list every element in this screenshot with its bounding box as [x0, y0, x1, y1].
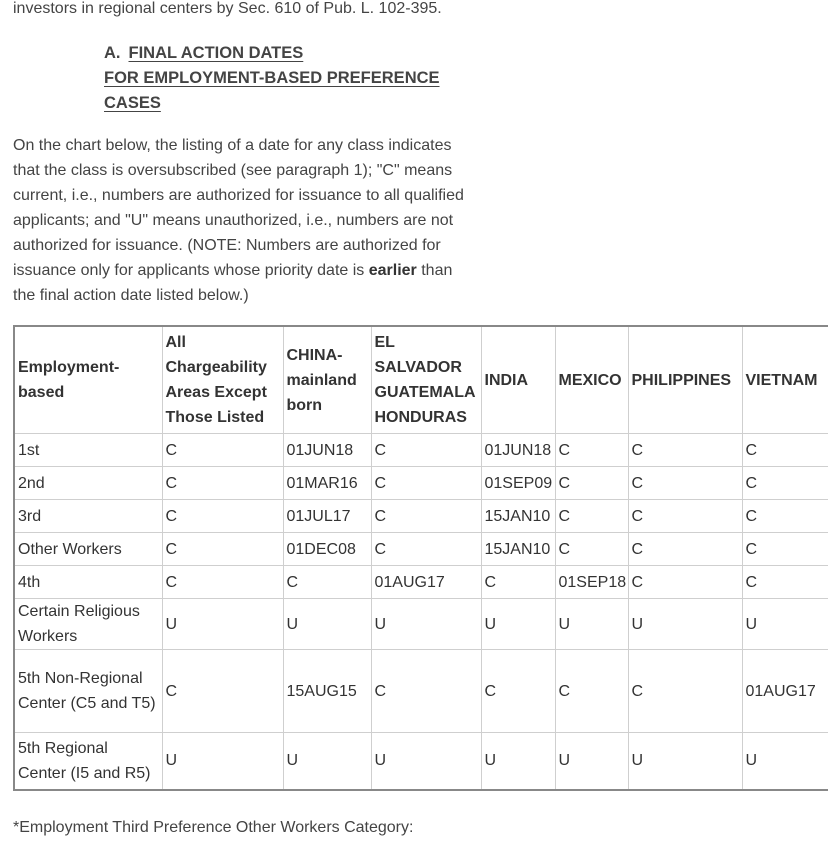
table-cell: U: [371, 733, 481, 790]
row-label: 4th: [14, 566, 162, 599]
section-title-line2: FOR EMPLOYMENT-BASED PREFERENCE: [104, 69, 440, 87]
paragraph-bold-word: earlier: [368, 262, 417, 279]
section-heading: [104, 41, 444, 116]
table-cell: C: [742, 434, 828, 467]
table-cell: C: [371, 650, 481, 733]
table-body: [14, 434, 828, 790]
row-label: 5th Non-Regional Center (C5 and T5): [14, 650, 162, 733]
table-cell: C: [628, 566, 742, 599]
table-cell: C: [481, 566, 555, 599]
table-cell: C: [742, 500, 828, 533]
row-label: 1st: [14, 434, 162, 467]
table-cell: U: [283, 599, 371, 650]
table-cell: C: [628, 533, 742, 566]
table-row: [14, 500, 828, 533]
table-cell: C: [742, 566, 828, 599]
table-cell: C: [555, 500, 628, 533]
row-label: 2nd: [14, 467, 162, 500]
header-row: [14, 326, 828, 434]
column-header-6: PHILIPPINES: [628, 326, 742, 434]
table-cell: U: [162, 733, 283, 790]
table-cell: C: [162, 533, 283, 566]
explanation-paragraph: [13, 133, 469, 308]
table-cell: 01SEP18: [555, 566, 628, 599]
table-cell: C: [742, 533, 828, 566]
table-cell: U: [742, 733, 828, 790]
paragraph-text-after: than the final action date listed below.): [13, 262, 453, 304]
table-cell: U: [555, 599, 628, 650]
table-cell: C: [283, 566, 371, 599]
table-cell: 01SEP09: [481, 467, 555, 500]
table-cell: C: [555, 434, 628, 467]
table-cell: 15JAN10: [481, 533, 555, 566]
table-cell: C: [371, 500, 481, 533]
table-cell: U: [555, 733, 628, 790]
table-cell: U: [481, 733, 555, 790]
column-header-1: All Chargeability Areas Except Those Listed: [162, 326, 283, 434]
column-header-0: Employment-based: [14, 326, 162, 434]
table-cell: C: [481, 650, 555, 733]
section-heading-line1: [104, 41, 444, 66]
table-cell: 15JAN10: [481, 500, 555, 533]
table-cell: C: [742, 467, 828, 500]
table-cell: C: [371, 533, 481, 566]
column-header-5: MEXICO: [555, 326, 628, 434]
table-cell: C: [555, 533, 628, 566]
table-cell: 01AUG17: [371, 566, 481, 599]
table-cell: C: [555, 467, 628, 500]
table-row: [14, 467, 828, 500]
table-cell: C: [555, 650, 628, 733]
column-header-4: INDIA: [481, 326, 555, 434]
table-row: [14, 599, 828, 650]
table-row: [14, 434, 828, 467]
table-cell: 01JUL17: [283, 500, 371, 533]
table-cell: U: [628, 733, 742, 790]
table-cell: C: [162, 500, 283, 533]
table-cell: 01MAR16: [283, 467, 371, 500]
row-label: Other Workers: [14, 533, 162, 566]
table-cell: C: [628, 467, 742, 500]
table-cell: 01DEC08: [283, 533, 371, 566]
table-cell: C: [162, 467, 283, 500]
paragraph-text-before: On the chart below, the listing of a date for any class indicates that the class is oversubscribed (see paragraph 1); "C" means current, i.e., numbers are authorized for issuance to all qualified applicants; and "U" means unauthorized, i.e., numbers are not authorized for issuance. (NOTE: Numbers are authorized for issuance only for applicants whose priority date is: [13, 137, 464, 279]
table-cell: U: [742, 599, 828, 650]
table-cell: C: [371, 434, 481, 467]
table-row: [14, 733, 828, 790]
final-action-dates-table: [13, 325, 828, 791]
table-row: [14, 566, 828, 599]
row-label: 5th Regional Center (I5 and R5): [14, 733, 162, 790]
table-cell: C: [162, 434, 283, 467]
table-cell: C: [628, 650, 742, 733]
table-cell: U: [481, 599, 555, 650]
section-title-line3: CASES: [104, 94, 161, 112]
table-row: [14, 650, 828, 733]
table-cell: C: [162, 650, 283, 733]
table-cell: 01AUG17: [742, 650, 828, 733]
column-header-2: CHINA-mainland born: [283, 326, 371, 434]
table-cell: 15AUG15: [283, 650, 371, 733]
intro-line: investors in regional centers by Sec. 610 of Pub. L. 102-395.: [13, 0, 442, 17]
table-cell: C: [628, 500, 742, 533]
table-cell: U: [371, 599, 481, 650]
column-header-3: EL SALVADOR GUATEMALA HONDURAS: [371, 326, 481, 434]
table-cell: U: [628, 599, 742, 650]
table-cell: C: [371, 467, 481, 500]
row-label: 3rd: [14, 500, 162, 533]
row-label: Certain Religious Workers: [14, 599, 162, 650]
table-cell: C: [628, 434, 742, 467]
column-header-7: VIETNAM: [742, 326, 828, 434]
table-cell: U: [283, 733, 371, 790]
table-cell: 01JUN18: [481, 434, 555, 467]
table-cell: C: [162, 566, 283, 599]
table-row: [14, 533, 828, 566]
section-title-line1: FINAL ACTION DATES: [128, 44, 304, 62]
section-letter: A.: [104, 44, 121, 62]
footnote: *Employment Third Preference Other Workers Category:: [13, 819, 414, 836]
table-cell: U: [162, 599, 283, 650]
table-cell: 01JUN18: [283, 434, 371, 467]
